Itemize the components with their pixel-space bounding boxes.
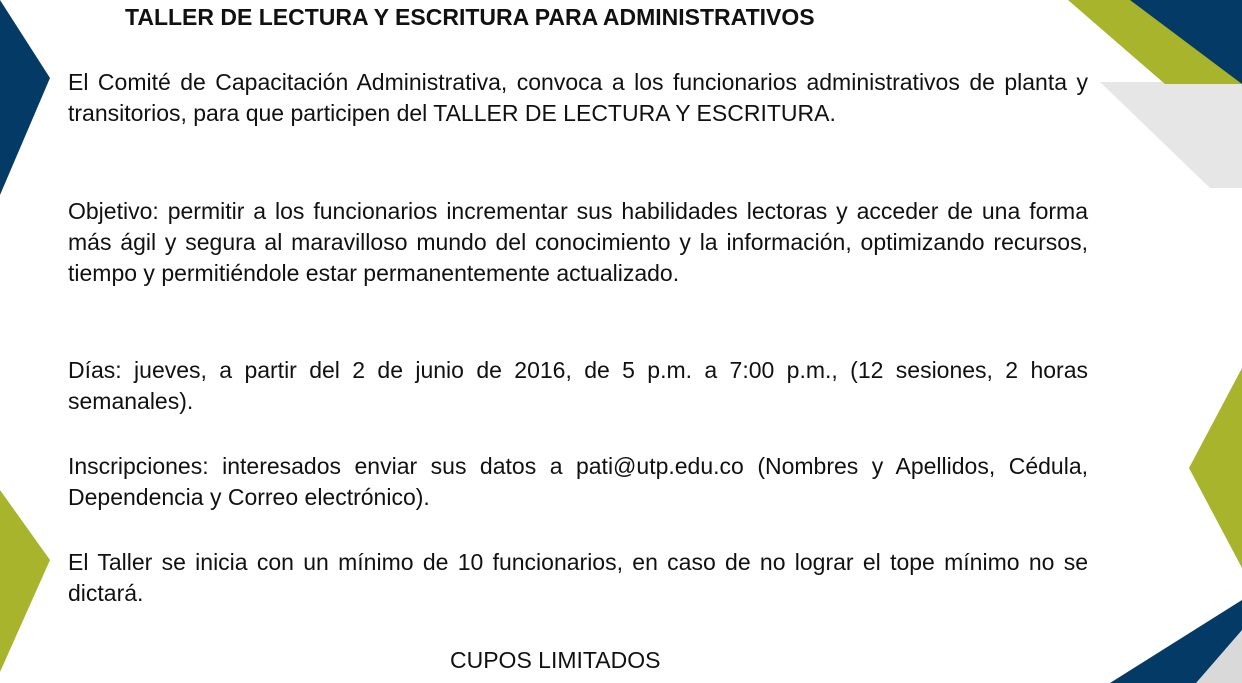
minimum-participants-paragraph: El Taller se inicia con un mínimo de 10 funcionarios, en caso de no lograr el tope mínimo no se dictará. [68,549,1088,606]
objective-paragraph: Objetivo: permitir a los funcionarios incrementar sus habilidades lectoras y acceder de una forma más ágil y segura al maravilloso mundo del conocimiento y la información, optimizando recursos, tiempo y permitiéndole estar permanentemente actualizado. [68,198,1088,286]
document-title: TALLER DE LECTURA Y ESCRITURA PARA ADMINISTRATIVOS [125,4,815,30]
intro-paragraph: El Comité de Capacitación Administrativa, convoca a los funcionarios administrativos de planta y transitorios, para que participen del TALLER DE LECTURA Y ESCRITURA. [68,69,1088,126]
registration-paragraph: Inscripciones: interesados enviar sus datos a pati@utp.edu.co (Nombres y Apellidos, Cédula, Dependencia y Correo electrónico). [68,453,1088,510]
schedule-paragraph: Días: jueves, a partir del 2 de junio de 2016, de 5 p.m. a 7:00 p.m., (12 sesiones, 2 horas semanales). [68,357,1088,414]
limited-spots-note: CUPOS LIMITADOS [450,647,661,673]
